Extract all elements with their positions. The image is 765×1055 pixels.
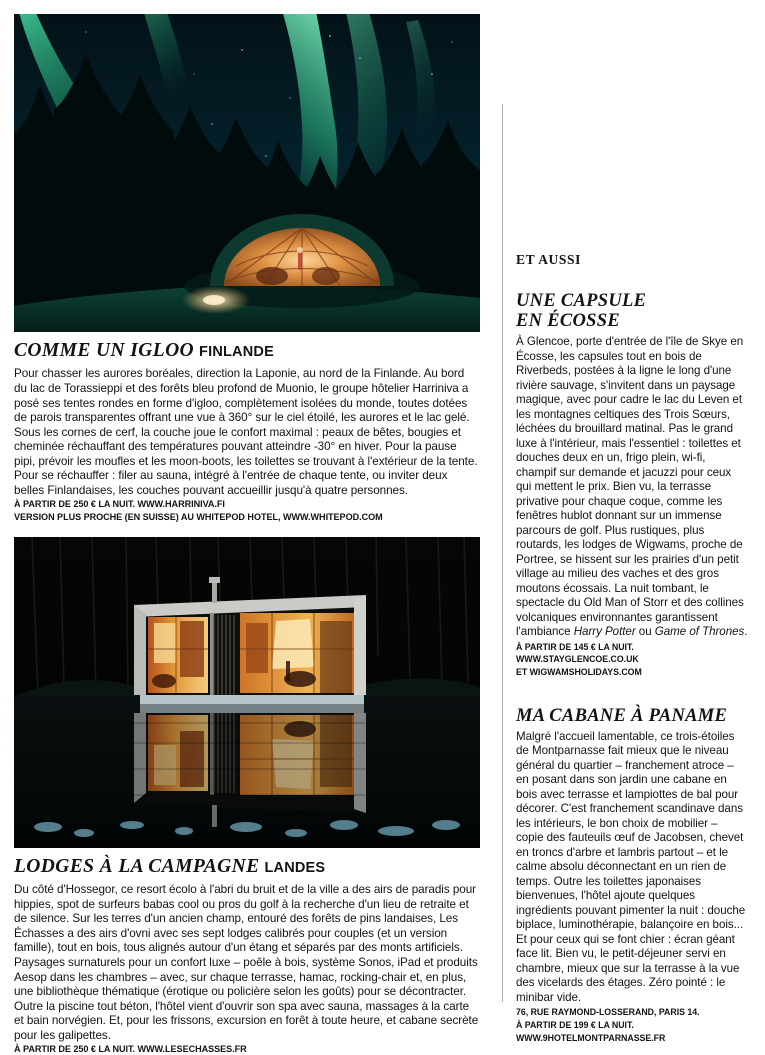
headline-text: LODGES À LA CAMPAGNE: [14, 855, 260, 877]
sidebar-credit-line-1: À PARTIR DE 145 € LA NUIT.: [516, 641, 634, 652]
sidebar-body-part-1: Malgré l'accueil lamentable, ce trois-étoiles de Montparnasse fait mieux que le niveau général du quartier – franchement atroce – en posant dans son jardin une cabane en bois avec terrasse et lampiottes de bal pour décorer. C'est franchement scandinave dans les intérieurs, le bon choix de mobilier – copie des fauteuils œuf de Jacobsen, chevet en troncs d'arbre et lambris partout – et le calme absolu déconnectant en un rien de temps. Outre les toilettes japonaises bienvenues, l'hôtel ajoute quelques ingrédients pouvant pimenter la nuit : douche biplace, luminothérapie, balançoire en bois... Et pour ceux qui se font chier : écran géant face lit. Bien vu, le petit-déjeuner servi en chambre, mieux que sur la terrasse à la vue des vicelards des étages. Zéro pointé : le minibar vide.: [516, 729, 746, 1004]
sidebar-credit-line-3: ET WIGWAMSHOLIDAYS.COM: [516, 667, 642, 678]
sidebar-body: [516, 335, 748, 640]
section-label-et-aussi: ET AUSSI: [516, 252, 581, 267]
sidebar-credit-line-3: WWW.9HOTELMONTPARNASSE.FR: [516, 1032, 666, 1043]
sidebar-headline-line-1: UNE CAPSULE: [516, 291, 647, 311]
sidebar-body-part-1: À Glencoe, porte d'entrée de l'île de Skye en Écosse, les capsules tout en bois de Riverbeds, postées à la ligne le long d'une rivière sauvage, s'invitent dans un paysage magique, avec pour cadre le lac du Leven et les montagnes celtiques des Trois Sœurs, léchées du brouillard matinal. Pas le grand luxe à l'intérieur, mais l'essentiel : toilettes et douches deux en un, frigo plein, wi-fi, champif sur demande et jacuzzi pour ceux qui mettent le prix. Bien vu, la terrasse privative pour chaque coque, comme les fenêtres hublot donnant sur un immense parcours de golf. Plus rustiques, plus routards, les lodges de Wigwams, proche de Portree, se hissent sur les prairies d'un petit village au milieu des vaches et des gros moutons écossais. La nuit tombant, le spectacle du Old Man of Storr et des collines volcaniques environnantes garantissent l'ambiance: [516, 335, 744, 638]
article-body: Pour chasser les aurores boréales, direction la Laponie, au nord de la Finlande. Au bord du lac de Torassieppi et des forêts bleu profond de Muonio, le groupe hôtelier Harriniva a posé ses tentes rondes en forme d'igloo, complètement isolées du monde, toutes dotées de parois transparentes offrant une vue à 360° sur le ciel étoilé, les aurores et le lac gelé. Sous les cornes de cerf, la couche joue le confort maximal : peaux de bêtes, bougies et cheminée réchauffant des températures pouvant atteindre -30° en hiver. Pour la pause pipi, prévoir les moufles et les moon-boots, les toilettes se trouvant à l'extérieur de la tente. Pour se réchauffer : filer au sauna, intégré à l'entrée de chaque tente, ou inviter deux belles Finlandaises, les couches pouvant accueillir jusqu'à quatre personnes.: [14, 367, 478, 497]
article-credit-line-2: VERSION PLUS PROCHE (EN SUISSE) AU WHITEPOD HOTEL, WWW.WHITEPOD.COM: [14, 511, 383, 522]
article-body: Du côté d'Hossegor, ce resort écolo à l'abri du bruit et de la ville a des airs de paradis pour hippies, spot de surfeurs babas cool ou pros du golf à la recherche d'un lieu de retraite et de silence. Sur les terres d'un ancien champ, entouré des forêts de pins landaises, Les Échasses a des airs d'ovni avec ses sept lodges calibrés pour couples (et un version famille), tout en bois, tous alignés autour d'un étang et séparés par des monts artificiels. Paysages surnaturels pour un confort luxe – poêle à bois, système Sonos, iPad et produits Aesop dans les chambres – avec, sur chaque terrasse, hamac, rocking-chair et, en plus, une bibliothèque thématique (érotique ou policière selon les goûts) pour se décontracter. Outre la piscine tout béton, l'hôtel vient d'ouvrir son spa avec sauna, massages à la carte et bain norvégien. Et, pour les frissons, excursion en forêt à toute heure, et cabane secrète pour les galipettes.: [14, 883, 479, 1042]
sidebar-body: [516, 730, 748, 1006]
sidebar-block-une-capsule-en-ecosse: [516, 291, 748, 678]
article-comme-un-igloo: [14, 341, 480, 523]
left-column: [14, 14, 480, 1055]
headline-kicker: LANDES: [264, 859, 326, 876]
wooden-lodge-reflected-pond-photo: [14, 537, 480, 848]
sidebar-body-part-3: .: [744, 625, 748, 638]
article-headline: [14, 341, 480, 361]
sidebar-body-part-2: ou: [635, 625, 655, 638]
sidebar-credit-line-2: À PARTIR DE 199 € LA NUIT.: [516, 1020, 634, 1031]
headline-kicker: FINLANDE: [199, 344, 274, 360]
sidebar-headline: [516, 706, 748, 726]
article-credit-line-1: À PARTIR DE 250 € LA NUIT. WWW.LESECHASSES.FR: [14, 1044, 247, 1055]
aurora-borealis-dome-tent-photo: [14, 14, 480, 332]
sidebar-credit-line-1: 76, RUE RAYMOND-LOSSERAND, PARIS 14.: [516, 1007, 700, 1018]
sidebar-headline-line-1: MA CABANE À PANAME: [516, 705, 728, 726]
sidebar-headline-line-2: EN ÉCOSSE: [516, 311, 620, 331]
article-credit-line-1: À PARTIR DE 250 € LA NUIT. WWW.HARRINIVA.FI: [14, 499, 225, 510]
article-lodges-a-la-campagne: [14, 857, 480, 1055]
article-headline: [14, 857, 480, 877]
sidebar-headline: [516, 291, 748, 331]
headline-text: COMME UN IGLOO: [14, 340, 195, 361]
column-divider: [502, 104, 503, 1002]
sidebar-credit-line-2: WWW.STAYGLENCOE.CO.UK: [516, 654, 639, 665]
right-column: [516, 252, 748, 1044]
sidebar-body-italic-1: Harry Potter: [573, 625, 636, 638]
sidebar-block-ma-cabane-a-paname: [516, 706, 748, 1044]
sidebar-body-italic-2: Game of Thrones: [654, 625, 745, 638]
